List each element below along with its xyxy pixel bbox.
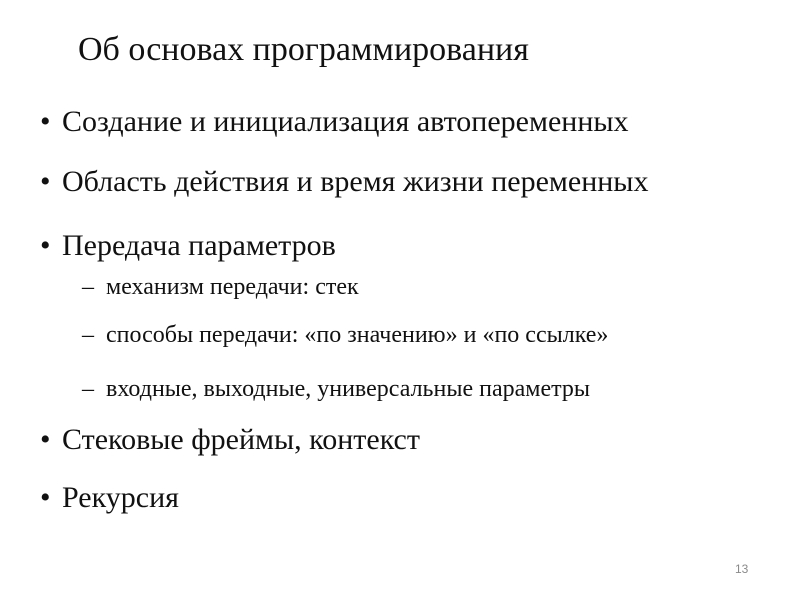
slide-title: Об основах программирования [78,31,529,68]
bullet-item [40,104,629,140]
sub-item [82,320,608,350]
bullet-marker: • [40,229,51,262]
bullet-item [40,422,420,458]
bullet-item [40,228,336,264]
sub-item-text: способы передачи: «по значению» и «по ссылке» [106,322,609,348]
bullet-item-text: Создание и инициализация автопеременных [62,105,629,138]
bullet-marker: • [40,105,51,138]
bullet-marker: • [40,165,51,198]
dash-marker: – [82,274,94,300]
bullet-item [40,164,648,200]
bullet-item-text: Рекурсия [62,481,179,514]
sub-item-text: механизм передачи: стек [106,274,359,300]
sub-item [82,272,359,302]
bullet-marker: • [40,423,51,456]
bullet-item-text: Область действия и время жизни переменных [62,165,649,198]
bullet-item-text: Стековые фреймы, контекст [62,423,420,456]
dash-marker: – [82,376,94,402]
sub-item-text: входные, выходные, универсальные параметры [106,376,591,402]
bullet-item-text: Передача параметров [62,229,336,262]
sub-item [82,374,590,404]
page-number: 13 [735,562,749,576]
bullet-marker: • [40,481,51,514]
bullet-item [40,480,179,516]
dash-marker: – [82,322,94,348]
